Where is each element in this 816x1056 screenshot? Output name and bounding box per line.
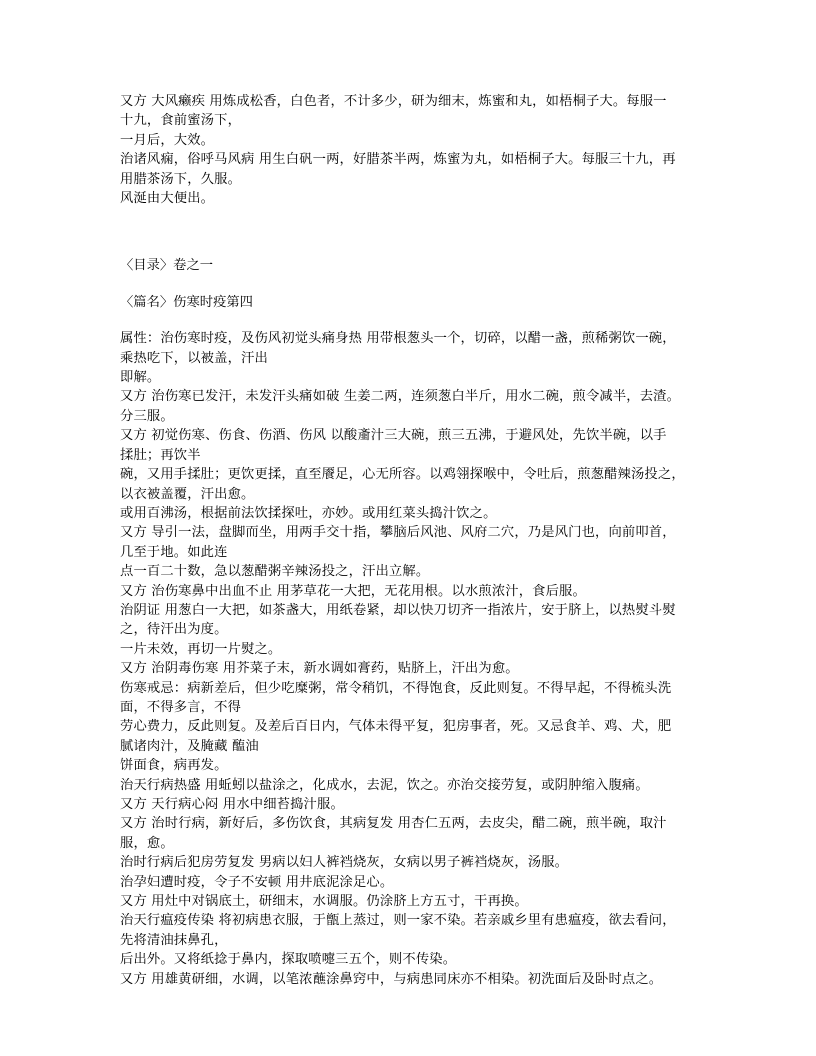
catalog-heading: 〈目录〉卷之一 [120,258,214,274]
main-section [120,329,700,989]
text-line: 又方 天行病心闷 用水中细苔捣汁服。 [120,797,344,812]
text-line: 风涎由大便出。 [120,191,215,207]
text-line: 治阴证 用葱白一大把，如茶盏大，用纸卷紧，却以快刀切齐一指浓片，安于脐上，以热熨斗熨 [120,602,676,618]
text-line: 劳心费力，反此则复。及差后百日内，气体未得平复，犯房事者，死。又忌食羊、鸡、犬，肥 [120,719,672,735]
text-line: 又方 治阴毒伤寒 用芥菜子末，新水调如膏药，贴脐上，汗出为愈。 [120,661,519,677]
text-line: 又方 初觉伤寒、伤食、伤酒、伤风 以酸齑汁三大碗，煎三五沸，于避风处，先饮半碗，以手 [120,428,667,444]
document-page [120,92,700,989]
text-line: 分三服。 [120,408,174,424]
text-line: 或用百沸汤，根据前法饮揉探吐，亦妙。或用红菜头捣汁饮之。 [120,505,497,521]
text-line: 几至于地。如此连 [120,544,228,560]
text-line: 服，愈。 [120,835,174,851]
text-line: 以衣被盖覆，汗出愈。 [120,486,255,502]
text-line: 先将清油抹鼻孔， [120,932,228,948]
text-line: 腻诸肉汁，及腌藏 醢油 [120,738,259,754]
text-line: 面，不得多言，不得 [120,699,242,715]
text-line: 后出外。又将纸捻于鼻内，探取喷嚏三五个，则不传染。 [120,952,457,968]
text-line: 用腊茶汤下，久服。 [120,171,242,187]
text-line: 又方 用雄黄研细，水调，以笔浓蘸涂鼻窍中，与病患同床亦不相染。初洗面后及卧时点之。 [120,971,663,987]
text-line: 伤寒戒忌：病新差后，但少吃糜粥，常令稍饥，不得饱食，反此则复。不得早起，不得梳头洗 [120,680,672,696]
text-line: 揉肚；再饮半 [120,447,201,463]
text-line: 又方 导引一法，盘脚而坐，用两手交十指，攀脑后风池、风府二穴，乃是风门也，向前叩首， [120,525,676,541]
text-line: 属性：治伤寒时疫，及伤风初觉头痛身热 用带根葱头一个，切碎，以醋一盏，煎稀粥饮一碗， [120,331,676,347]
prev-section [120,92,700,208]
text-line: 又方 治伤寒已发汗，未发汗头痛如破 生姜二两，连须葱白半斤，用水二碗，煎令减半，去渣。 [120,389,681,405]
chapter-title: 〈篇名〉伤寒时疫第四 [120,294,253,310]
text-line: 又方 治伤寒鼻中出血不止 用茅草花一大把，无花用根。以水煎浓汁，食后服。 [120,583,586,599]
text-line: 十九，食前蜜汤下， [120,113,242,129]
text-line: 饼面食，病再发。 [120,758,228,774]
text-line: 一月后，大效。 [120,132,215,148]
text-line: 治诸风痫，俗呼马风病 用生白矾一两，好腊茶半两，炼蜜为丸，如梧桐子大。每服三十九，再 [120,152,676,168]
text-line: 点一百二十数，急以葱醋粥辛辣汤投之，汗出立解。 [120,564,430,580]
text-line: 碗，又用手揉肚；更饮更揉，直至餍足，心无所容。以鸡翎探喉中，令吐后，煎葱醋辣汤投之， [120,467,685,483]
text-line: 乘热吃下，以被盖，汗出 [120,350,268,366]
text-line: 一片未效，再切一片熨之。 [120,641,282,657]
text-line: 治天行病热盛 用蚯蚓以盐涂之，化成水，去泥，饮之。亦治交接劳复，或阴肿缩入腹痛。 [120,777,649,793]
text-line: 之，待汗出为度。 [120,622,228,638]
text-line: 即解。 [120,370,161,386]
text-line: 又方 用灶中对锅底土，研细末，水调服。仍涂脐上方五寸，干再换。 [120,894,528,910]
text-line: 治孕妇遭时疫，令子不安顿 用井底泥涂足心。 [120,874,394,890]
text-line: 又方 大风癞疾 用炼成松香，白色者，不计多少，研为细末，炼蜜和丸，如梧桐子大。每服一 [120,94,667,109]
text-line: 治天行瘟疫传染 将初病患衣服，于甑上蒸过，则一家不染。若亲戚乡里有患瘟疫，欲去看问， [120,913,676,929]
text-line: 又方 治时行病，新好后，多伤饮食，其病复发 用杏仁五两，去皮尖，醋二碗，煎半碗，取汁 [120,816,667,832]
text-line: 治时行病后犯房劳复发 男病以妇人裤裆烧灰，女病以男子裤裆烧灰，汤服。 [120,855,569,871]
